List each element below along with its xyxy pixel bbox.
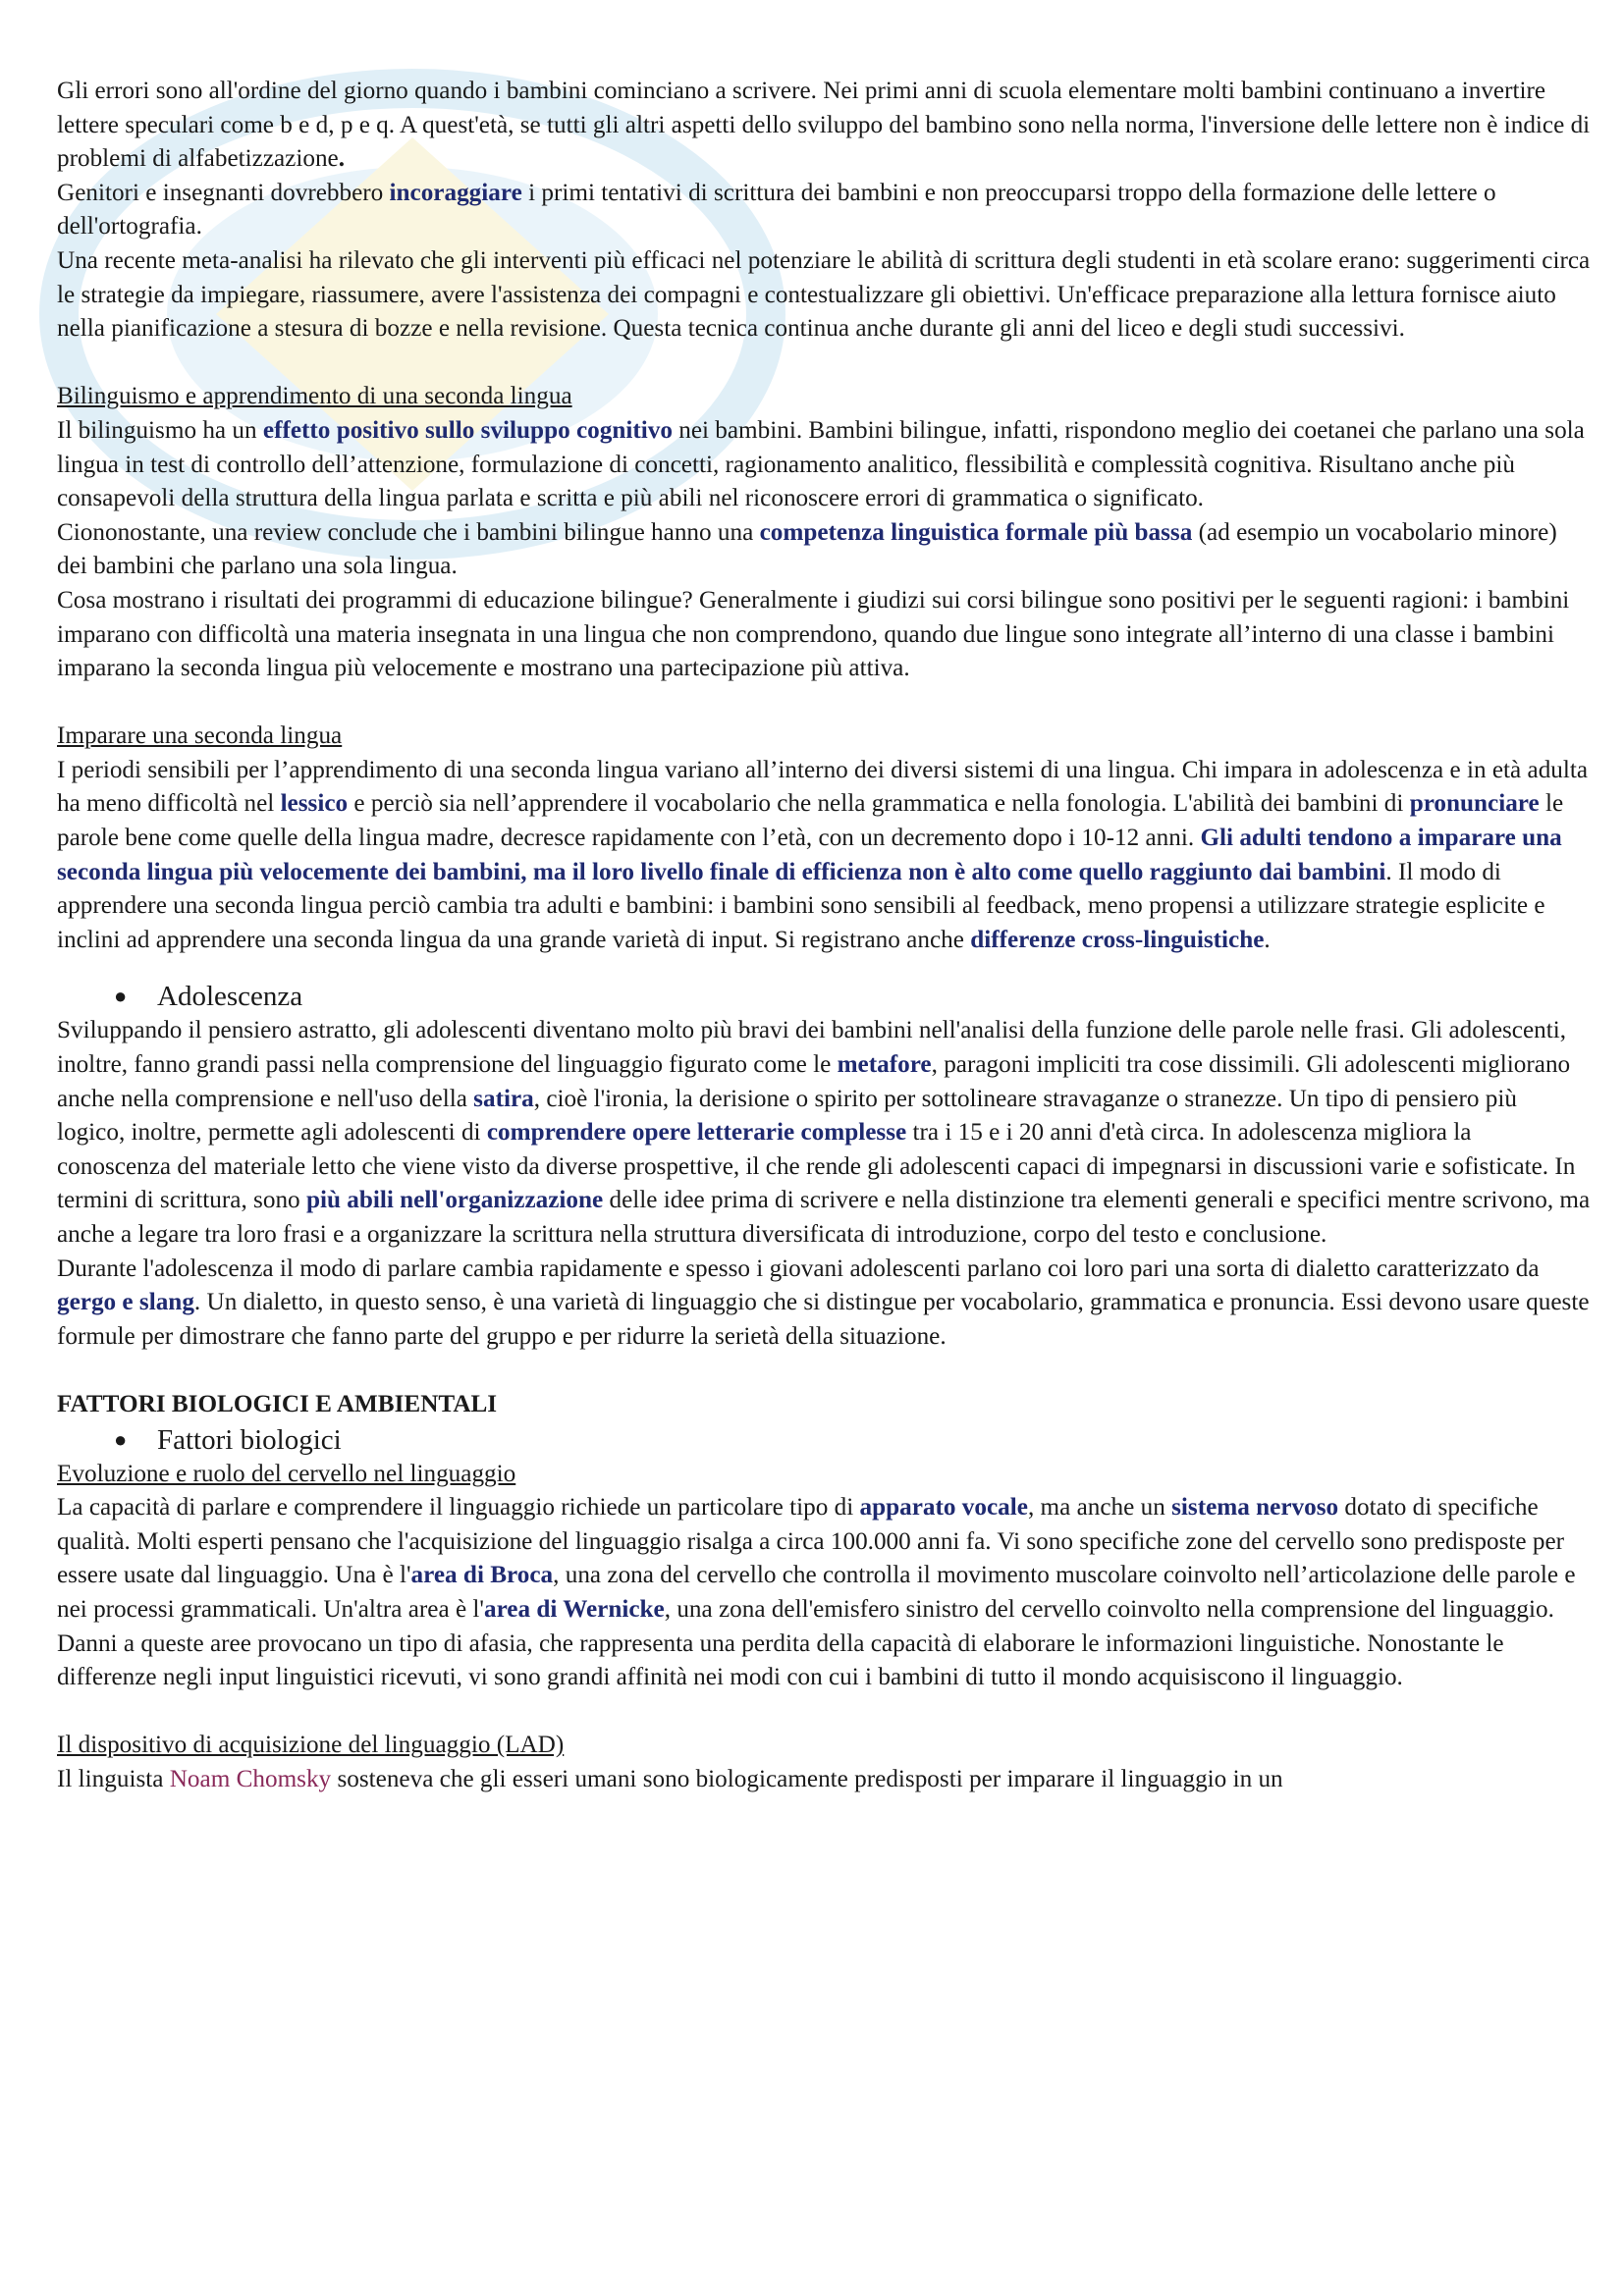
document-page (57, 75, 1591, 1797)
keyword-satira: satira (473, 1085, 534, 1112)
paragraph-lad: Il linguista Noam Chomsky sosteneva che gli esseri umani sono biologicamente predisposti per imparare il linguaggio in un (57, 1765, 1283, 1792)
keyword-metafore: metafore (837, 1051, 932, 1079)
paragraph-bilinguismo-3: Cosa mostrano i risultati dei programmi di educazione bilingue? Generalmente i giudizi sui corsi bilingue sono positivi per le seguenti ragioni: i bambini imparano con difficoltà una materia insegnata in una lingua che non comprendono, quando due lingue sono integrate all’interno di una classe i bambini imparano la seconda lingua più velocemente e mostrano una partecipazione più attiva. (57, 586, 1570, 682)
keyword-area-broca: area di Broca (410, 1562, 554, 1589)
paragraph-adolescenza-2: Durante l'adolescenza il modo di parlare cambia rapidamente e spesso i giovani adolescenti parlano coi loro pari una sorta di dialetto caratterizzato da gergo e slang. Un dialetto, in questo senso, è una varietà di linguaggio che si distingue per vocabolario, grammatica e pronuncia. Essi devono usare queste formule per dimostrare che fanno parte del gruppo e per ridurre la serietà della situazione. (57, 1255, 1590, 1350)
paragraph-bilinguismo-1: Il bilinguismo ha un effetto positivo sullo sviluppo cognitivo nei bambini. Bambini bilingue, infatti, rispondono meglio dei coetanei che parlano una sola lingua in test di controllo dell’attenzione, formulazione di concetti, ragionamento analitico, flessibilità e complessità cognitiva. Risultano anche più consapevoli della struttura della lingua parlata e scritta e più abili nel riconoscere errori di grammatica o significato. (57, 416, 1585, 512)
keyword-cross-linguistiche: differenze cross-linguistiche (970, 926, 1265, 953)
keyword-lessico: lessico (280, 790, 349, 818)
bullet-icon: ● (114, 984, 128, 1009)
paragraph-meta-analisi: Una recente meta-analisi ha rilevato che gli interventi più efficaci nel potenziare le abilità di scrittura degli studenti in età scolare erano: suggerimenti circa le strategie da impiegare, riassumere, avere l'assistenza dei compagni e contestualizzare gli obiettivi. Un'efficace preparazione alla lettura fornisce aiuto nella pianificazione a stesura di bozze e nella revisione. Questa tecnica continua anche durante gli anni del liceo e degli studi successivi. (57, 246, 1591, 343)
keyword-adulti-bambini: Gli adulti tendono a imparare una seconda lingua più velocemente dei bambini, ma il loro livello finale di efficienza non è alto come quello raggiunto dai bambini (57, 825, 1562, 885)
keyword-effetto-positivo: effetto positivo sullo sviluppo cognitivo (262, 416, 673, 444)
paragraph-cervello: La capacità di parlare e comprendere il linguaggio richiede un particolare tipo di apparato vocale, ma anche un sistema nervoso dotato di specifiche qualità. Molti esperti pensano che l'acquisizione del linguaggio risalga a circa 100.000 anni fa. Vi sono specifiche zone del cervello sono predisposte per essere usate dal linguaggio. Una è l'area di Broca, una zona del cervello che controlla il movimento muscolare coinvolto nell’articolazione delle parole e nei processi grammaticali. Un'altra area è l'area di Wernicke, una zona dell'emisfero sinistro del cervello coinvolto nella comprensione del linguaggio. Danni a queste aree provocano un tipo di afasia, che rappresenta una perdita della capacità di elaborare le informazioni linguistiche. Nonostante le differenze negli input linguistici ricevuti, vi sono grandi affinità nei modi con cui i bambini di tutto il mondo acquisiscono il linguaggio. (57, 1494, 1576, 1691)
keyword-sistema-nervoso: sistema nervoso (1171, 1494, 1339, 1522)
keyword-apparato-vocale: apparato vocale (859, 1494, 1028, 1522)
keyword-gergo-slang: gergo e slang (57, 1289, 194, 1316)
paragraph-seconda-lingua: I periodi sensibili per l’apprendimento di una seconda lingua variano all’interno dei diversi sistemi di una lingua. Chi impara in adolescenza e in età adulta ha meno difficoltà nel lessico e perciò sia nell’apprendere il vocabolario che nella grammatica e nella fonologia. L'abilità dei bambini di pronunciare le parole bene come quelle della lingua madre, decresce rapidamente con l’età, con un decremento dopo i 10-12 anni. Gli adulti tendono a imparare una seconda lingua più velocemente dei bambini, ma il loro livello finale di efficienza non è alto come quello raggiunto dai bambini. Il modo di apprendere una seconda lingua perciò cambia tra adulti e bambini: i bambini sono sensibili al feedback, meno propensi a utilizzare strategie esplicite e inclini ad apprendere una seconda lingua da una grande varietà di input. Si registrano anche differenze cross-linguistiche. (57, 756, 1589, 953)
paragraph-adolescenza-1: Sviluppando il pensiero astratto, gli adolescenti diventano molto più bravi dei bambini nell'analisi della funzione delle parole nelle frasi. Gli adolescenti, inoltre, fanno grandi passi nella comprensione del linguaggio figurato come le metafore, paragoni impliciti tra cose dissimili. Gli adolescenti migliorano anche nella comprensione e nell'uso della satira, cioè l'ironia, la derisione o spirito per sottolineare stravaganze o stranezze. Un tipo di pensiero più logico, inoltre, permette agli adolescenti di comprendere opere letterarie complesse tra i 15 e i 20 anni d'età circa. In adolescenza migliora la conoscenza del materiale letto che viene visto da diverse prospettive, il che rende gli adolescenti capaci di impegnarsi in discussioni varie e sofisticate. In termini di scrittura, sono più abili nell'organizzazione delle idee prima di scrivere e nella distinzione tra elementi generali e specifici mentre scrivono, ma anche a legare tra loro frasi e a organizzare la scrittura nella struttura diversificata di introduzione, corpo del testo e conclusione. (57, 1017, 1591, 1248)
keyword-opere-letterarie: comprendere opere letterarie complesse (486, 1119, 907, 1147)
keyword-area-wernicke: area di Wernicke (483, 1595, 665, 1623)
section-title-fattori: FATTORI BIOLOGICI E AMBIENTALI (57, 1390, 498, 1417)
keyword-competenza-linguistica: competenza linguistica formale più bassa (759, 518, 1193, 546)
heading-evoluzione-cervello: Evoluzione e ruolo del cervello nel linguaggio (57, 1460, 516, 1487)
paragraph-errori: Gli errori sono all'ordine del giorno quando i bambini cominciano a scrivere. Nei primi anni di scuola elementare molti bambini continuano a invertire lettere speculari come b e d, p e q. A quest'età, se tutti gli altri aspetti dello sviluppo del bambino sono nella norma, l'inversione delle lettere non è indice di problemi di alfabetizzazione. (57, 78, 1591, 173)
heading-bilinguismo: Bilinguismo e apprendimento di una seconda lingua (57, 383, 572, 410)
heading-lad: Il dispositivo di acquisizione del linguaggio (LAD) (57, 1732, 565, 1759)
keyword-incoraggiare: incoraggiare (389, 179, 522, 206)
bullet-adolescenza: ● Adolescenza (114, 981, 303, 1013)
paragraph-genitori: Genitori e insegnanti dovrebbero incoraggiare i primi tentativi di scrittura dei bambini e non preoccuparsi troppo della formazione delle lettere o dell'ortografia. (57, 179, 1496, 240)
paragraph-bilinguismo-2: Ciononostante, una review conclude che i bambini bilingue hanno una competenza linguistica formale più bassa (ad esempio un vocabolario minore) dei bambini che parlano una sola lingua. (57, 518, 1557, 580)
heading-seconda-lingua: Imparare una seconda lingua (57, 722, 343, 750)
keyword-organizzazione: più abili nell'organizzazione (305, 1187, 604, 1214)
name-noam-chomsky: Noam Chomsky (169, 1765, 332, 1792)
bullet-fattori-biologici: ● Fattori biologici (114, 1423, 342, 1456)
bullet-icon: ● (114, 1426, 128, 1452)
keyword-pronunciare: pronunciare (1409, 790, 1540, 818)
